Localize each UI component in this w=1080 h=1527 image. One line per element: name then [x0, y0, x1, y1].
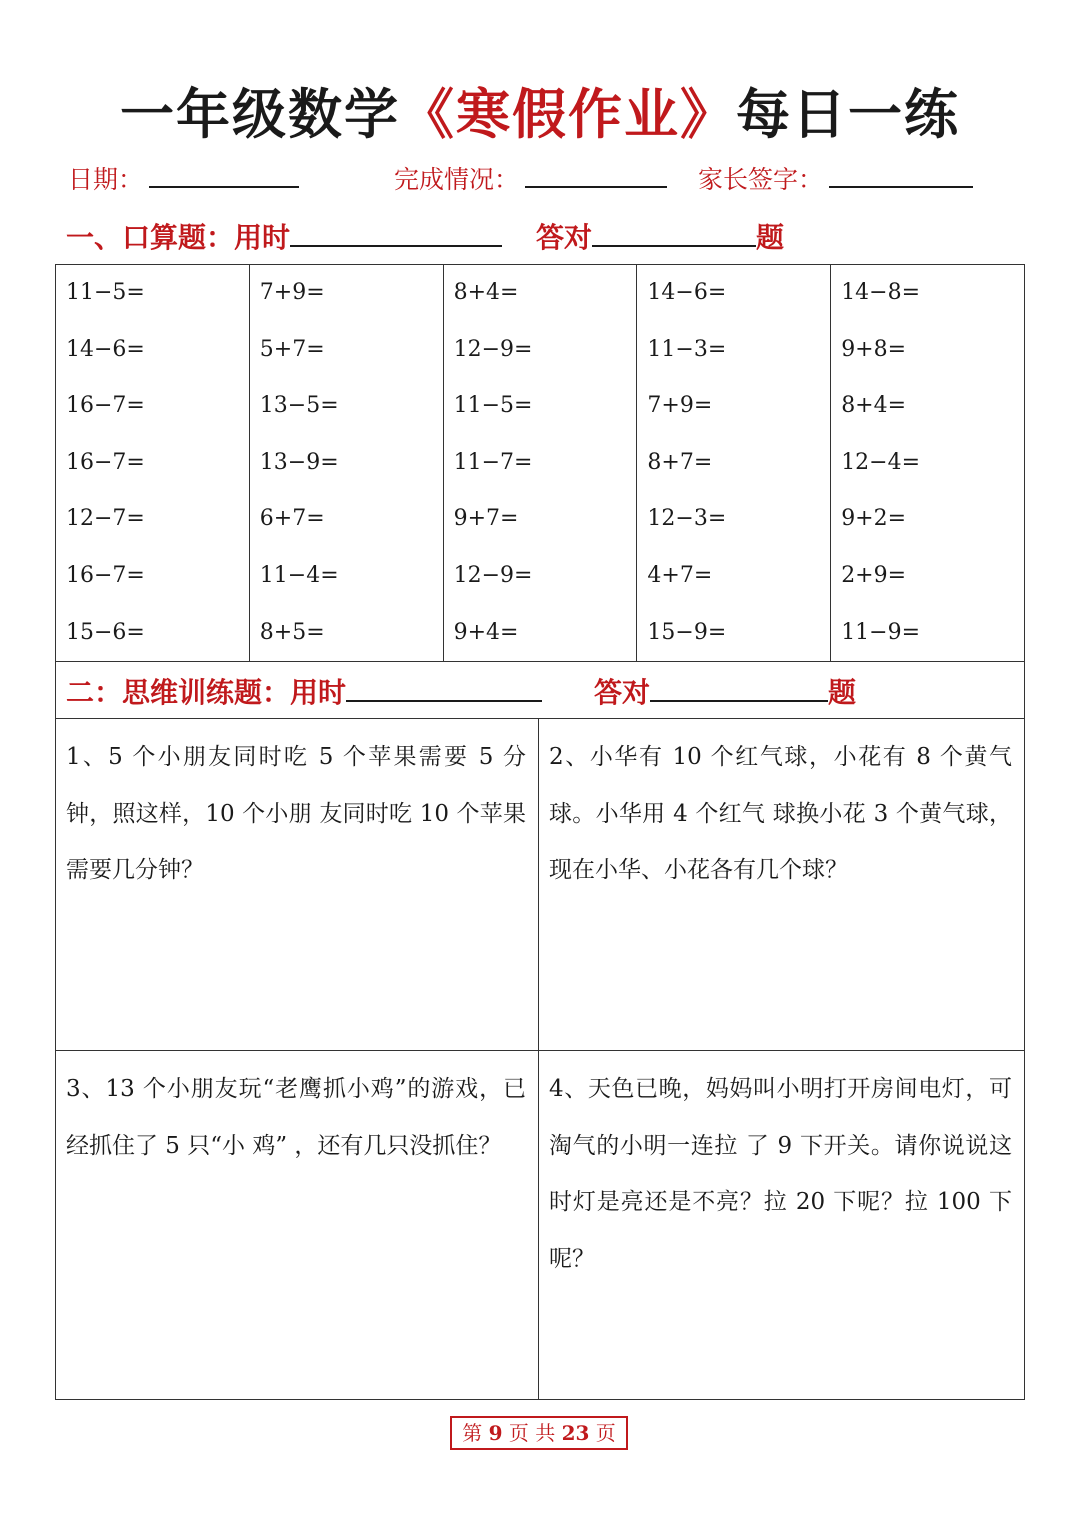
pager-suffix: 页	[595, 1421, 616, 1445]
pager-middle: 页 共	[508, 1421, 556, 1445]
calc-question: 6+7=	[259, 506, 325, 532]
section1-correct-blank[interactable]	[592, 217, 756, 247]
section1-time-blank[interactable]	[290, 217, 502, 247]
calc-question: 9+4=	[453, 619, 519, 645]
title-accent: 《寒假作业》	[400, 82, 736, 146]
calc-question: 14−6=	[647, 280, 727, 305]
section2-correct-blank[interactable]	[650, 672, 828, 702]
calc-question: 12−3=	[647, 506, 727, 532]
meta-row	[68, 160, 1008, 200]
parent-field[interactable]	[698, 160, 973, 196]
section2-label: 二：思维训练题：用时	[66, 676, 347, 709]
section2-unit: 题	[828, 676, 857, 709]
calc-question: 9+2=	[841, 506, 907, 532]
calc-question: 12−9=	[453, 562, 533, 588]
calc-table	[56, 265, 1024, 662]
calc-column	[56, 265, 250, 661]
page-indicator	[450, 1416, 628, 1450]
problem-1: 1、5 个小朋友同时吃 5 个苹果需要 5 分钟，照这样，10 个小朋 友同时吃 10 个苹果需要几分钟？	[56, 719, 539, 1051]
date-field[interactable]	[68, 160, 299, 196]
calc-question: 5+7=	[259, 336, 325, 362]
calc-question: 15−9=	[647, 619, 727, 645]
pager-prefix: 第	[462, 1421, 483, 1445]
calc-question: 9+7=	[453, 506, 519, 532]
calc-question: 12−4=	[841, 449, 921, 475]
calc-question: 11−5=	[66, 280, 145, 305]
problem-3: 3、13 个小朋友玩“老鹰抓小鸡”的游戏，已经抓住了 5 只“小 鸡” ，还有几只没抓住？	[56, 1051, 539, 1399]
parent-label: 家长签字：	[698, 165, 824, 194]
status-blank[interactable]	[525, 160, 667, 188]
section1-header	[66, 216, 784, 256]
calc-question: 9+8=	[841, 336, 907, 362]
date-blank[interactable]	[149, 160, 299, 188]
calc-question: 11−7=	[453, 449, 533, 475]
calc-question: 16−7=	[66, 562, 145, 588]
pager-total: 23	[561, 1421, 590, 1445]
calc-question: 15−6=	[66, 619, 145, 645]
calc-column	[637, 265, 831, 661]
worksheet-grid	[55, 264, 1025, 1400]
calc-question: 14−8=	[841, 280, 921, 305]
date-label: 日期：	[68, 165, 144, 194]
calc-question: 8+7=	[647, 449, 713, 475]
calc-question: 16−7=	[66, 393, 145, 419]
title-prefix: 一年级数学	[120, 82, 400, 146]
calc-question: 11−9=	[841, 619, 921, 645]
calc-question: 16−7=	[66, 449, 145, 475]
calc-question: 14−6=	[66, 336, 145, 362]
calc-question: 11−4=	[259, 562, 339, 588]
calc-question: 13−5=	[259, 393, 339, 419]
status-label: 完成情况：	[394, 165, 520, 194]
calc-question: 7+9=	[647, 393, 713, 419]
section1-unit: 题	[756, 221, 785, 254]
parent-blank[interactable]	[829, 160, 973, 188]
calc-question: 4+7=	[647, 562, 713, 588]
problem-4: 4、天色已晚，妈妈叫小明打开房间电灯，可淘气的小明一连拉 了 9 下开关。请你说说这时灯是亮还是不亮？拉 20 下呢？拉 100 下呢？	[549, 1076, 1012, 1272]
calc-question: 11−3=	[647, 336, 727, 362]
calc-question: 2+9=	[841, 562, 907, 588]
pager-current: 9	[488, 1421, 503, 1445]
status-field[interactable]	[394, 160, 667, 196]
page-title	[0, 72, 1080, 149]
section2-correct-label: 答对	[594, 676, 651, 709]
calc-question: 13−9=	[259, 449, 339, 475]
section1-label: 一、口算题：用时	[66, 221, 291, 254]
calc-question: 12−7=	[66, 506, 145, 532]
calc-question: 8+5=	[259, 619, 325, 645]
section1-correct-label: 答对	[536, 221, 593, 254]
calc-question: 8+4=	[453, 280, 519, 305]
section2-time-blank[interactable]	[346, 672, 542, 702]
calc-question: 8+4=	[841, 393, 907, 419]
calc-column	[250, 265, 444, 661]
problem-2: 2、小华有 10 个红气球，小花有 8 个黄气球。小华用 4 个红气 球换小花 3 个黄气球，现在小华、小花各有几个球？	[539, 719, 1024, 1051]
title-suffix: 每日一练	[736, 82, 960, 146]
calc-question: 12−9=	[453, 336, 533, 362]
calc-column	[831, 265, 1024, 661]
calc-question: 7+9=	[259, 280, 325, 305]
calc-column	[444, 265, 638, 661]
calc-question: 11−5=	[453, 393, 533, 419]
section2-header	[56, 661, 1024, 719]
